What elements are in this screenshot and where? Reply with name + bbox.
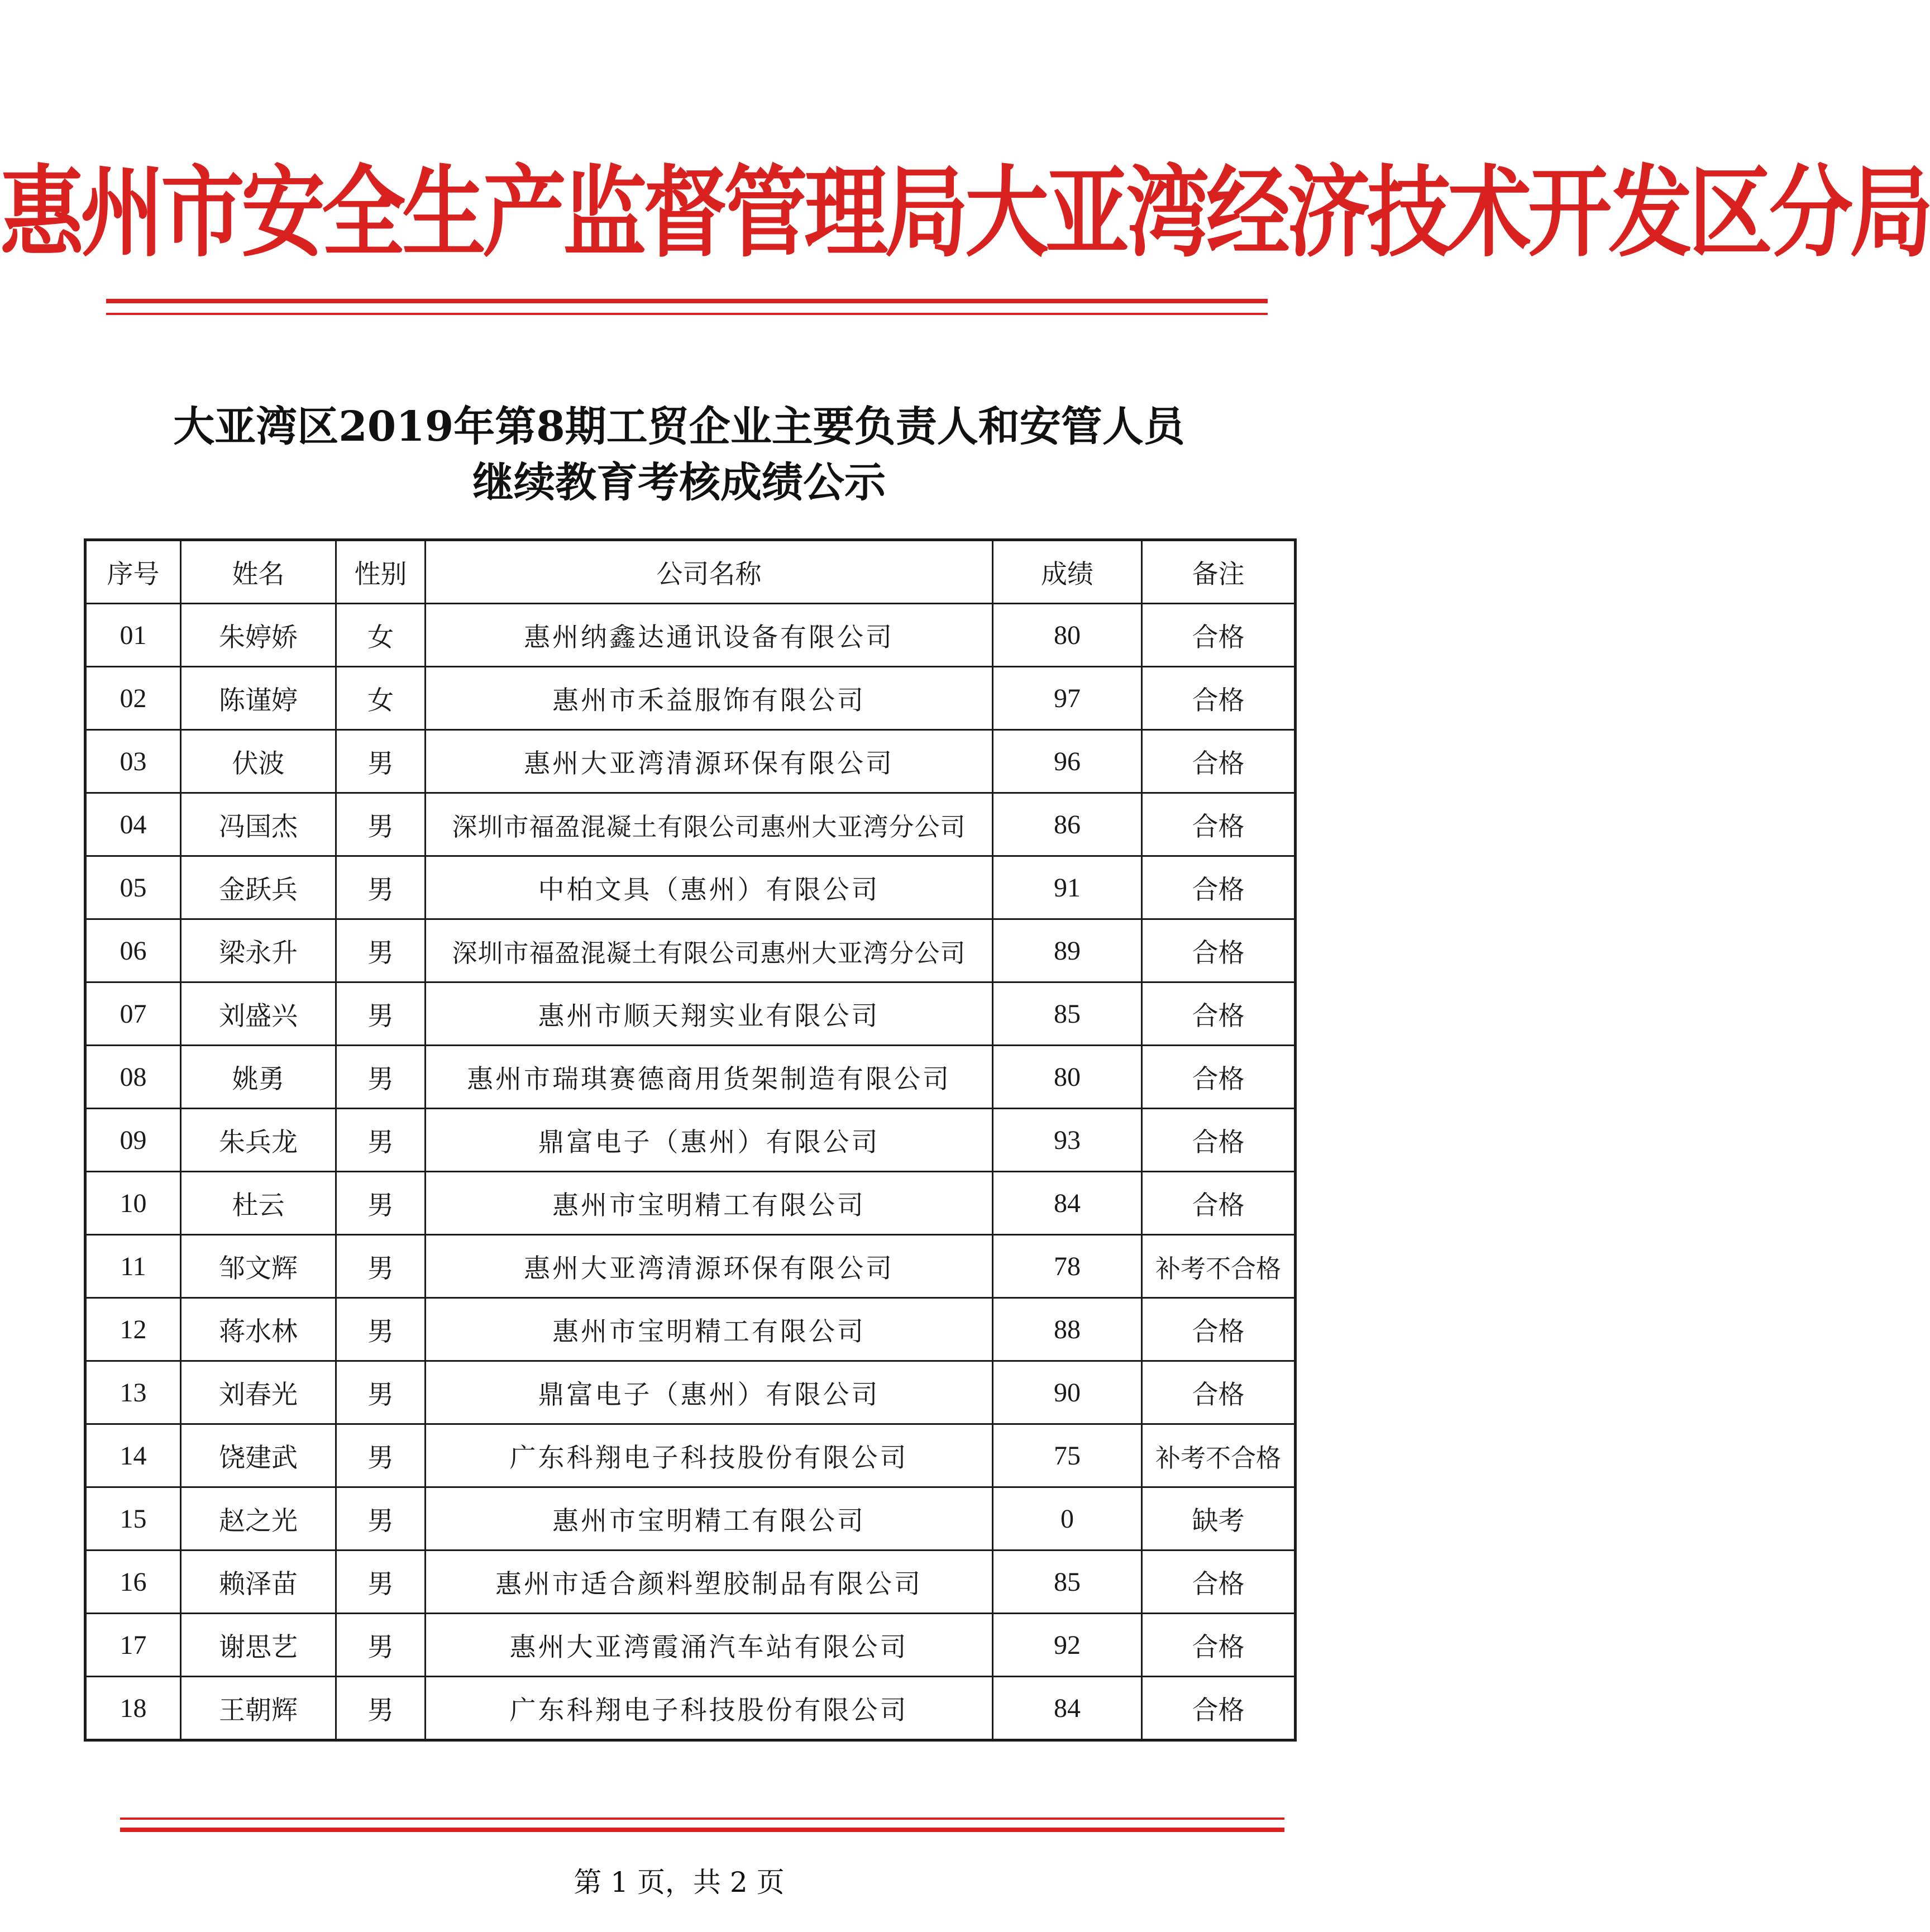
cell-name: 冯国杰: [181, 793, 336, 856]
cell-name: 梁永升: [181, 919, 336, 982]
cell-name: 陈谨婷: [181, 667, 336, 730]
cell-gender: 女: [336, 604, 426, 667]
cell-name: 朱兵龙: [181, 1109, 336, 1172]
cell-company: 惠州市宝明精工有限公司: [426, 1487, 993, 1551]
cell-name: 邹文辉: [181, 1235, 336, 1298]
cell-gender: 男: [336, 793, 426, 856]
cell-seq: 14: [85, 1424, 181, 1487]
cell-seq: 15: [85, 1487, 181, 1551]
cell-seq: 06: [85, 919, 181, 982]
cell-note: 合格: [1142, 919, 1296, 982]
results-table-body: [85, 604, 1296, 1740]
cell-company: 深圳市福盈混凝土有限公司惠州大亚湾分公司: [426, 919, 993, 982]
cell-seq: 01: [85, 604, 181, 667]
cell-gender: 男: [336, 1614, 426, 1677]
cell-note: 合格: [1142, 1361, 1296, 1424]
cell-gender: 男: [336, 1172, 426, 1235]
cell-seq: 05: [85, 856, 181, 919]
cell-seq: 08: [85, 1046, 181, 1109]
letterhead-rule-thin: [106, 313, 1268, 315]
cell-note: 合格: [1142, 1298, 1296, 1361]
table-row: [85, 919, 1296, 982]
cell-seq: 02: [85, 667, 181, 730]
cell-company: 惠州市宝明精工有限公司: [426, 1298, 993, 1361]
cell-name: 赵之光: [181, 1487, 336, 1551]
cell-score: 86: [993, 793, 1142, 856]
header-seq: 序号: [85, 540, 181, 604]
cell-score: 88: [993, 1298, 1142, 1361]
cell-seq: 04: [85, 793, 181, 856]
cell-seq: 03: [85, 730, 181, 793]
cell-score: 90: [993, 1361, 1142, 1424]
table-row: [85, 1487, 1296, 1551]
cell-name: 伏波: [181, 730, 336, 793]
table-row: [85, 793, 1296, 856]
cell-name: 饶建武: [181, 1424, 336, 1487]
cell-name: 刘盛兴: [181, 982, 336, 1046]
cell-seq: 10: [85, 1172, 181, 1235]
cell-score: 75: [993, 1424, 1142, 1487]
cell-seq: 17: [85, 1614, 181, 1677]
cell-name: 朱婷娇: [181, 604, 336, 667]
document-title-line1: 大亚湾区2019年第8期工贸企业主要负责人和安管人员: [173, 403, 1185, 451]
cell-score: 93: [993, 1109, 1142, 1172]
cell-score: 89: [993, 919, 1142, 982]
cell-company: 惠州纳鑫达通讯设备有限公司: [426, 604, 993, 667]
cell-company: 惠州大亚湾清源环保有限公司: [426, 1235, 993, 1298]
cell-gender: 男: [336, 1046, 426, 1109]
cell-name: 王朝辉: [181, 1677, 336, 1740]
cell-gender: 男: [336, 856, 426, 919]
table-row: [85, 982, 1296, 1046]
cell-score: 85: [993, 982, 1142, 1046]
cell-note: 合格: [1142, 1046, 1296, 1109]
cell-score: 96: [993, 730, 1142, 793]
results-table: [84, 538, 1297, 1742]
cell-company: 广东科翔电子科技股份有限公司: [426, 1677, 993, 1740]
cell-note: 合格: [1142, 604, 1296, 667]
cell-note: 合格: [1142, 667, 1296, 730]
cell-company: 惠州市适合颜料塑胶制品有限公司: [426, 1551, 993, 1614]
cell-note: 合格: [1142, 856, 1296, 919]
cell-note: 合格: [1142, 1677, 1296, 1740]
table-row: [85, 1298, 1296, 1361]
cell-score: 84: [993, 1677, 1142, 1740]
header-score: 成绩: [993, 540, 1142, 604]
table-row: [85, 1551, 1296, 1614]
agency-letterhead-title: 惠州市安全生产监督管理局大亚湾经济技术开发区分局: [0, 156, 1930, 271]
header-name: 姓名: [181, 540, 336, 604]
cell-company: 深圳市福盈混凝土有限公司惠州大亚湾分公司: [426, 793, 993, 856]
cell-name: 刘春光: [181, 1361, 336, 1424]
header-note: 备注: [1142, 540, 1296, 604]
table-row: [85, 667, 1296, 730]
cell-gender: 男: [336, 1298, 426, 1361]
footer-rule-thin: [120, 1817, 1284, 1820]
cell-seq: 13: [85, 1361, 181, 1424]
cell-gender: 男: [336, 982, 426, 1046]
cell-company: 鼎富电子（惠州）有限公司: [426, 1109, 993, 1172]
cell-name: 蒋水林: [181, 1298, 336, 1361]
cell-note: 合格: [1142, 1109, 1296, 1172]
cell-seq: 18: [85, 1677, 181, 1740]
cell-gender: 男: [336, 1424, 426, 1487]
table-row: [85, 856, 1296, 919]
cell-score: 97: [993, 667, 1142, 730]
cell-score: 78: [993, 1235, 1142, 1298]
cell-name: 金跃兵: [181, 856, 336, 919]
cell-gender: 男: [336, 1235, 426, 1298]
cell-name: 姚勇: [181, 1046, 336, 1109]
header-gender: 性别: [336, 540, 426, 604]
cell-company: 广东科翔电子科技股份有限公司: [426, 1424, 993, 1487]
cell-score: 85: [993, 1551, 1142, 1614]
footer-rule-thick: [120, 1828, 1284, 1832]
cell-note: 补考不合格: [1142, 1424, 1296, 1487]
cell-name: 谢思艺: [181, 1614, 336, 1677]
cell-note: 合格: [1142, 730, 1296, 793]
cell-company: 惠州市瑞琪赛德商用货架制造有限公司: [426, 1046, 993, 1109]
cell-gender: 男: [336, 1677, 426, 1740]
header-company: 公司名称: [426, 540, 993, 604]
cell-note: 合格: [1142, 982, 1296, 1046]
cell-gender: 男: [336, 1551, 426, 1614]
page-indicator: 第 1 页，共 2 页: [574, 1866, 785, 1898]
cell-name: 赖泽苗: [181, 1551, 336, 1614]
cell-name: 杜云: [181, 1172, 336, 1235]
table-row: [85, 1424, 1296, 1487]
letterhead-rule-thick: [106, 299, 1268, 303]
cell-note: 缺考: [1142, 1487, 1296, 1551]
cell-score: 80: [993, 1046, 1142, 1109]
cell-gender: 女: [336, 667, 426, 730]
cell-note: 补考不合格: [1142, 1235, 1296, 1298]
cell-note: 合格: [1142, 1172, 1296, 1235]
table-row: [85, 1235, 1296, 1298]
cell-seq: 12: [85, 1298, 181, 1361]
table-row: [85, 1046, 1296, 1109]
cell-score: 92: [993, 1614, 1142, 1677]
cell-seq: 09: [85, 1109, 181, 1172]
table-row: [85, 1361, 1296, 1424]
cell-company: 惠州大亚湾清源环保有限公司: [426, 730, 993, 793]
cell-gender: 男: [336, 919, 426, 982]
cell-company: 惠州市宝明精工有限公司: [426, 1172, 993, 1235]
table-header-row: [85, 540, 1296, 604]
table-row: [85, 1677, 1296, 1740]
cell-seq: 07: [85, 982, 181, 1046]
cell-company: 惠州大亚湾霞涌汽车站有限公司: [426, 1614, 993, 1677]
cell-seq: 11: [85, 1235, 181, 1298]
table-row: [85, 730, 1296, 793]
cell-score: 0: [993, 1487, 1142, 1551]
cell-gender: 男: [336, 730, 426, 793]
document-title-line2: 继续教育考核成绩公示: [472, 459, 886, 507]
cell-note: 合格: [1142, 1551, 1296, 1614]
cell-company: 鼎富电子（惠州）有限公司: [426, 1361, 993, 1424]
cell-note: 合格: [1142, 793, 1296, 856]
cell-note: 合格: [1142, 1614, 1296, 1677]
cell-score: 84: [993, 1172, 1142, 1235]
table-row: [85, 604, 1296, 667]
table-row: [85, 1172, 1296, 1235]
cell-gender: 男: [336, 1109, 426, 1172]
cell-gender: 男: [336, 1361, 426, 1424]
cell-seq: 16: [85, 1551, 181, 1614]
cell-company: 中柏文具（惠州）有限公司: [426, 856, 993, 919]
cell-company: 惠州市顺天翔实业有限公司: [426, 982, 993, 1046]
table-row: [85, 1614, 1296, 1677]
cell-score: 80: [993, 604, 1142, 667]
cell-gender: 男: [336, 1487, 426, 1551]
cell-company: 惠州市禾益服饰有限公司: [426, 667, 993, 730]
cell-score: 91: [993, 856, 1142, 919]
table-row: [85, 1109, 1296, 1172]
